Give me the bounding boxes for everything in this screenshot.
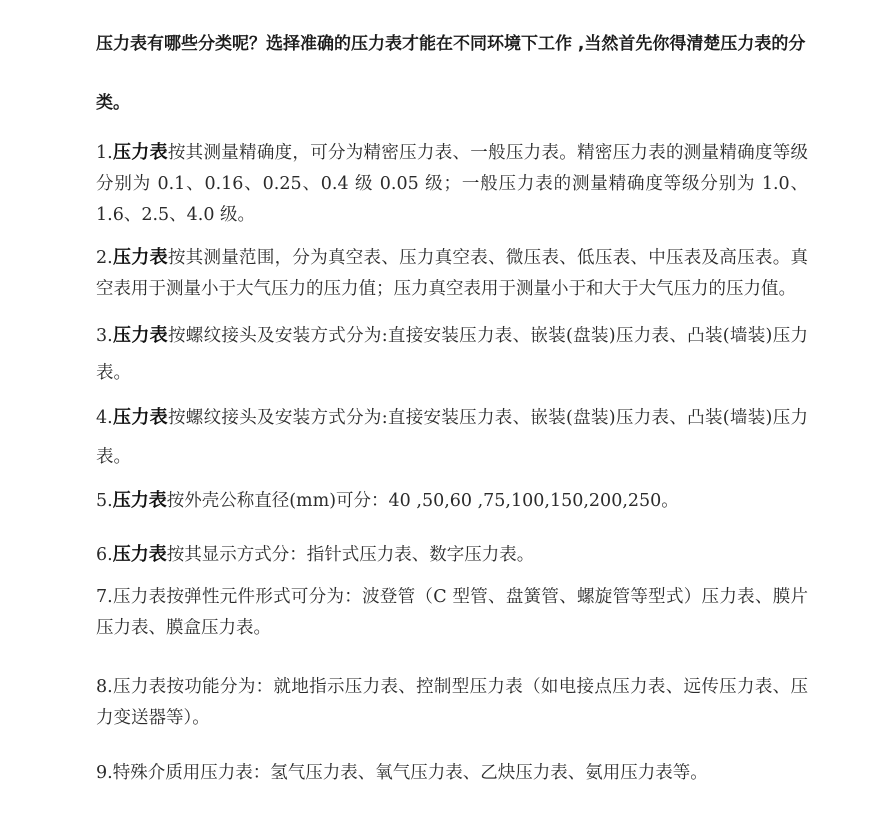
list-item-8 xyxy=(96,672,808,734)
item-keyword: 压力表 xyxy=(112,407,168,428)
item-text: 压力表按弹性元件形式可分为：波登管（C 型管、盘簧管、螺旋管等型式）压力表、膜片压力表、膜盒压力表。 xyxy=(96,587,808,638)
item-keyword: 压力表 xyxy=(112,544,167,565)
item-number: 8. xyxy=(96,677,113,697)
intro-heading: 压力表有哪些分类呢？选择准确的压力表才能在不同环境下工作 ,当然首先你得清楚压力表的分类。 xyxy=(96,34,806,113)
item-number: 5. xyxy=(96,491,113,511)
list-item-1 xyxy=(96,137,808,231)
item-number: 3. xyxy=(96,326,113,346)
item-keyword: 压力表 xyxy=(112,142,168,163)
list-item-7 xyxy=(96,582,808,644)
list-item-2 xyxy=(96,242,808,305)
article-body xyxy=(96,0,808,789)
item-number: 2. xyxy=(96,248,113,268)
list-item-3 xyxy=(96,317,808,392)
list-item-9 xyxy=(96,758,808,789)
list-item-5 xyxy=(96,485,808,517)
item-number: 6. xyxy=(96,545,113,565)
item-number: 9. xyxy=(96,763,113,783)
list-item-4 xyxy=(96,398,808,477)
item-keyword: 压力表 xyxy=(112,325,168,346)
item-text: 按螺纹接头及安装方式分为:直接安装压力表、嵌装(盘装)压力表、凸装(墙装)压力表。 xyxy=(96,326,809,383)
item-number: 7. xyxy=(96,587,113,607)
item-number: 1. xyxy=(96,143,113,163)
item-text: 按其测量范围，分为真空表、压力真空表、微压表、低压表、中压表及高压表。真空表用于测量小于大气压力的压力值；压力真空表用于测量小于和大于大气压力的压力值。 xyxy=(96,248,809,299)
item-number: 4. xyxy=(96,408,113,428)
item-text: 特殊介质用压力表：氢气压力表、氧气压力表、乙炔压力表、氨用压力表等。 xyxy=(112,763,708,783)
list-item-6 xyxy=(96,539,808,571)
item-keyword: 压力表 xyxy=(112,247,168,268)
item-text: 按其显示方式分：指针式压力表、数字压力表。 xyxy=(166,545,535,565)
item-text: 压力表按功能分为：就地指示压力表、控制型压力表（如电接点压力表、远传压力表、压力变送器等）。 xyxy=(96,677,808,728)
item-text: 按其测量精确度，可分为精密压力表、一般压力表。精密压力表的测量精确度等级分别为 0.1、0.16、0.25、0.4 级 0.05 级；一般压力表的测量精确度等级分别为 1.0、1.6、2.5、4.0 级。 xyxy=(96,143,809,225)
item-keyword: 压力表 xyxy=(112,490,167,511)
item-text: 按外壳公称直径(mm)可分：40 ,50,60 ,75,100,150,200,250。 xyxy=(166,491,679,511)
item-text: 按螺纹接头及安装方式分为:直接安装压力表、嵌装(盘装)压力表、凸装(墙装)压力表。 xyxy=(96,408,809,467)
